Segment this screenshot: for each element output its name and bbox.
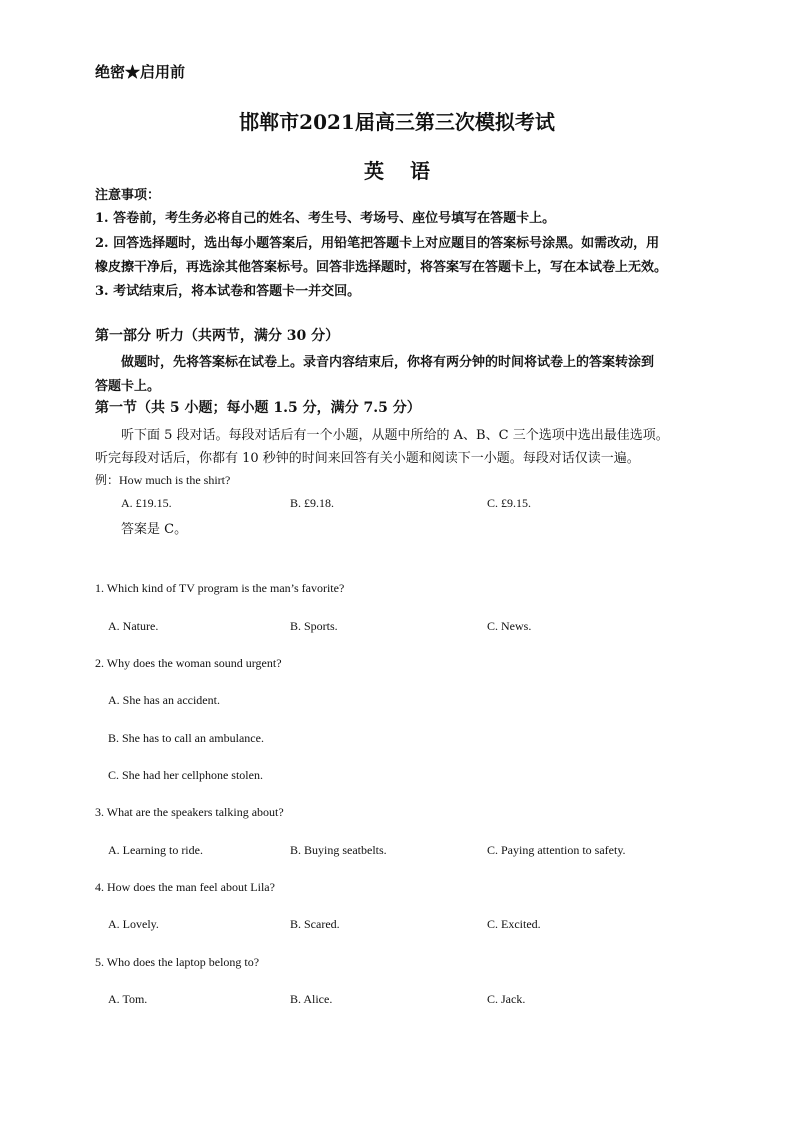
q2-option-a: A. She has an accident. — [108, 693, 220, 707]
part1-instruction-cont: 答题卡上。 — [95, 379, 161, 394]
section1-instruction-cont: 听完每段对话后，你都有 10 秒钟的时间来回答有关小题和阅读下一小题。每段对话仅读一遍。 — [95, 451, 640, 466]
q1-option-a: A. Nature. — [108, 619, 159, 633]
notice-item-2: 2. 回答选择题时，选出每小题答案后，用铅笔把答题卡上对应题目的答案标号涂黑。如需改动，用 — [95, 236, 660, 251]
q5-option-c: C. Jack. — [487, 992, 526, 1006]
part1-heading: 第一部分 听力（共两节，满分 30 分） — [95, 328, 340, 344]
question-5: 5. Who does the laptop belong to? — [95, 955, 260, 969]
example-option-b: B. £9.18. — [290, 496, 335, 510]
q4-option-a: A. Lovely. — [108, 917, 159, 931]
q3-option-a: A. Learning to ride. — [108, 843, 203, 857]
q3-option-b: B. Buying seatbelts. — [290, 843, 387, 857]
notice-item-3: 3. 考试结束后，将本试卷和答题卡一并交回。 — [95, 284, 361, 299]
example-option-a: A. £19.15. — [121, 496, 172, 510]
q2-option-b: B. She has to call an ambulance. — [108, 731, 264, 745]
secret-mark: 绝密★启用前 — [95, 63, 186, 81]
notice-heading: 注意事项： — [95, 188, 161, 203]
subject-title: 英语 — [364, 159, 456, 183]
q3-option-c: C. Paying attention to safety. — [487, 843, 626, 857]
q1-option-c: C. News. — [487, 619, 532, 633]
q4-option-b: B. Scared. — [290, 917, 340, 931]
example-option-c: C. £9.15. — [487, 496, 532, 510]
part1-instruction: 做题时，先将答案标在试卷上。录音内容结束后，你将有两分钟的时间将试卷上的答案转涂到 — [121, 355, 655, 370]
q4-option-c: C. Excited. — [487, 917, 541, 931]
q5-option-a: A. Tom. — [108, 992, 148, 1006]
question-1: 1. Which kind of TV program is the man’s favorite? — [95, 581, 345, 595]
notice-item-1: 1. 答卷前，考生务必将自己的姓名、考生号、考场号、座位号填写在答题卡上。 — [95, 211, 556, 226]
question-4: 4. How does the man feel about Lila? — [95, 880, 275, 894]
exam-title: 邯郸市2021届高三第三次模拟考试 — [239, 110, 555, 134]
section1-instruction: 听下面 5 段对话。每段对话后有一个小题，从题中所给的 A、B、C 三个选项中选出最佳选项。 — [121, 428, 669, 443]
question-3: 3. What are the speakers talking about? — [95, 805, 284, 819]
notice-item-2-cont: 橡皮擦干净后，再选涂其他答案标号。回答非选择题时，将答案写在答题卡上，写在本试卷上无效。 — [95, 260, 668, 275]
q5-option-b: B. Alice. — [290, 992, 333, 1006]
section1-heading: 第一节（共 5 小题；每小题 1.5 分，满分 7.5 分） — [95, 400, 421, 416]
q2-option-c: C. She had her cellphone stolen. — [108, 768, 263, 782]
q1-option-b: B. Sports. — [290, 619, 338, 633]
question-2: 2. Why does the woman sound urgent? — [95, 656, 282, 670]
example-answer: 答案是 C。 — [121, 522, 188, 537]
example-question: 例：How much is the shirt? — [95, 473, 231, 487]
